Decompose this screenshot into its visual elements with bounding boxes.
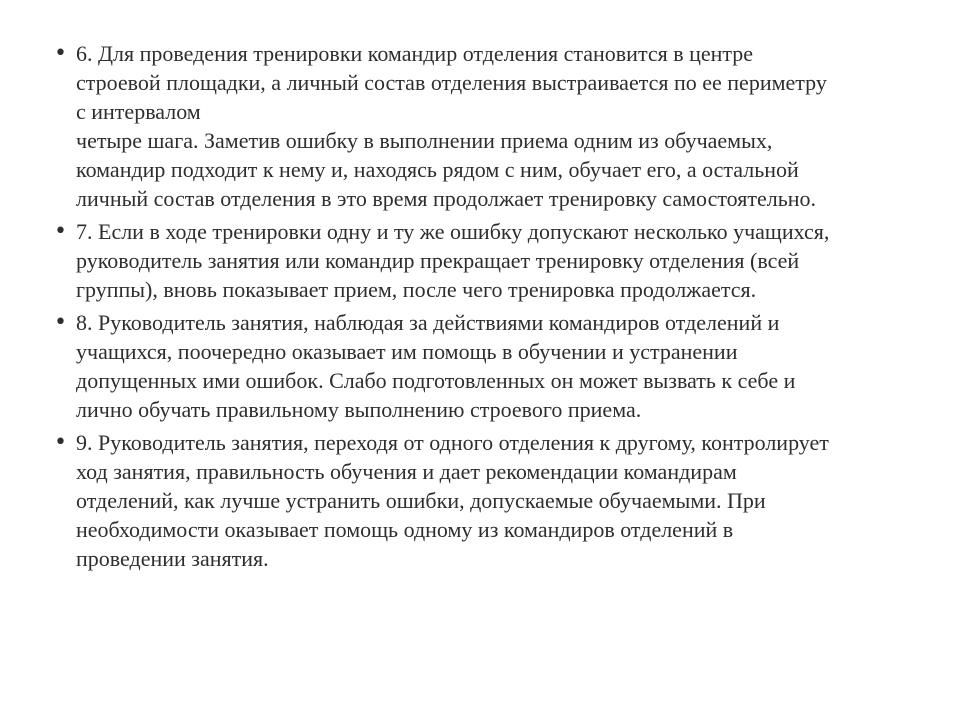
paragraph-text: 6. Для проведения тренировки командир отделения становится в центре строевой площадки, а личный состав отделения выстраивается по ее периметру с интервалом четыре шага. Заметив ошибку в выполнении приема одним из обучаемых, командир подходит к нему и, находясь рядом с ним, обучает его, а остальной личный состав отделения в это время продолжает тренировку самостоятельно.	[76, 41, 827, 211]
paragraph-text: 9. Руководитель занятия, переходя от одного отделения к другому, контролирует ход занятия, правильность обучения и дает рекомендации командирам отделений, как лучше устранить ошибки, допускаемые обучаемыми. При необходимости оказывает помощь одному из командиров отделений в проведении занятия.	[76, 430, 829, 571]
bullet-icon: •	[54, 41, 67, 66]
bullet-list	[46, 39, 916, 577]
list-item	[46, 308, 916, 424]
list-item	[46, 39, 916, 213]
list-item	[46, 217, 916, 304]
list-item	[46, 428, 916, 573]
bullet-icon: •	[54, 310, 67, 335]
bullet-icon: •	[54, 219, 67, 244]
paragraph-text: 7. Если в ходе тренировки одну и ту же ошибку допускают несколько учащихся, руководитель занятия или командир прекращает тренировку отделения (всей группы), вновь показывает прием, после чего тренировка продолжается.	[76, 219, 830, 302]
bullet-icon: •	[54, 430, 67, 455]
paragraph-text: 8. Руководитель занятия, наблюдая за действиями командиров отделений и учащихся, поочередно оказывает им помощь в обучении и устранении допущенных ими ошибок. Слабо подготовленных он может вызвать к себе и лично обучать правильному выполнению строевого приема.	[76, 310, 796, 422]
